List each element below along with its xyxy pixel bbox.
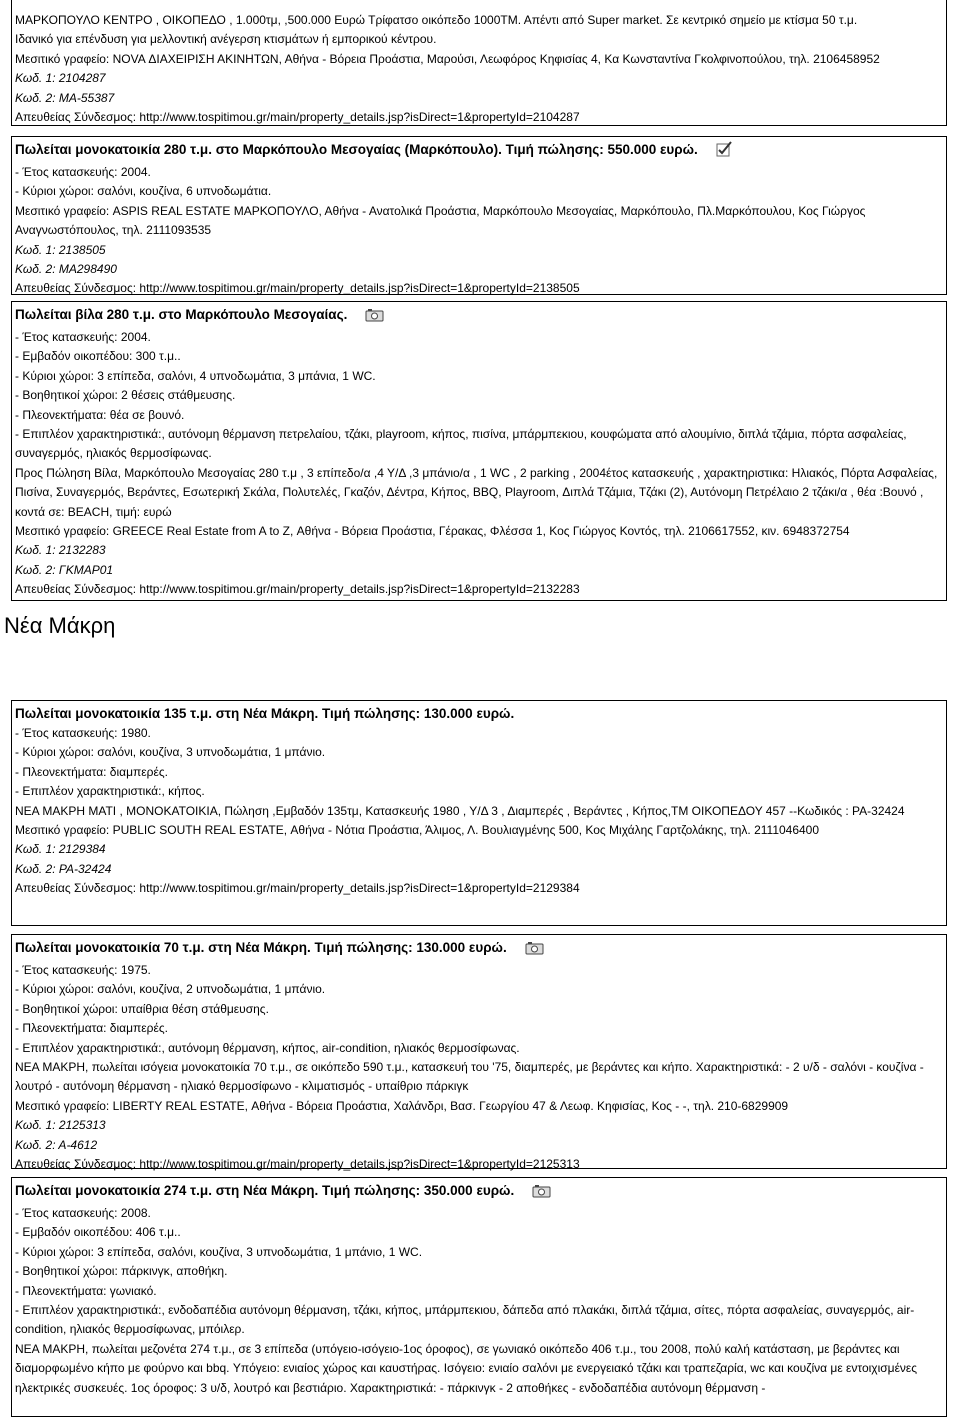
listing-title: Πωλείται μονοκατοικία 70 τ.μ. στη Νέα Μάκρη. Τιμή πώλησης: 130.000 ευρώ. <box>15 938 942 961</box>
section-title: Νέα Μάκρη <box>4 613 116 638</box>
listing-card <box>11 700 947 926</box>
build-year: - Έτος κατασκευής: 2008. <box>15 1206 151 1220</box>
aux-rooms: - Βοηθητικοί χώροι: υπαίθρια θέση στάθμευσης. <box>15 1001 269 1016</box>
listing-card <box>11 136 947 295</box>
extra-features: - Επιπλέον χαρακτηριστικά:, ενδοδαπέδια αυτόνομη θέρμανση, τζάκι, κήπος, μπάρμπεκιου, δάπεδα από πλακάκι, διπλά τζάμια, σίτες, πόρτα ασφαλείας, συναγερμός, air-condition, ηλιακός θερμοσίφωνας, μπόιλερ. <box>15 1303 915 1337</box>
camera-icon <box>532 1184 552 1204</box>
code-1: Κωδ. 1: 2138505 <box>15 242 106 257</box>
main-rooms: - Κύριοι χώροι: σαλόνι, κουζίνα, 6 υπνοδωμάτια. <box>15 184 272 199</box>
extra-features: - Επιπλέον χαρακτηριστικά:, αυτόνομη θέρμανση πετρελαίου, τζάκι, playroom, κήπος, πισίνα, μπάρμπεκιου, κουφώματα από αλουμίνιο, διπλά τζάμια, πόρτα ασφαλείας, συναγερμός, ηλιακός θερμοσίφωνας. <box>15 427 907 461</box>
listing-card <box>11 934 947 1172</box>
agency-info: Μεσιτικό γραφείο: GREECE Real Estate from A to Z, Αθήνα - Βόρεια Προάστια, Γέρακας, Φλέσσα 1, Κος Γιώργος Κοντός, τηλ. 2106617552, κιν. 6948372754 <box>15 524 850 539</box>
code-2: Κωδ. 2: Α-4612 <box>15 1137 98 1152</box>
aux-rooms: - Βοηθητικοί χώροι: 2 θέσεις στάθμευσης. <box>15 388 236 403</box>
main-rooms: - Κύριοι χώροι: σαλόνι, κουζίνα, 3 υπνοδωμάτια, 1 μπάνιο. <box>15 745 326 760</box>
main-rooms: - Κύριοι χώροι: σαλόνι, κουζίνα, 2 υπνοδωμάτια, 1 μπάνιο. <box>15 982 326 997</box>
advantages: - Πλεονεκτήματα: διαμπερές. <box>15 764 168 779</box>
code-1: Κωδ. 1: 2132283 <box>15 543 106 558</box>
plot-area: - Εμβαδόν οικοπέδου: 406 τ.μ.. <box>15 1225 181 1240</box>
checkbox-icon <box>716 141 734 163</box>
camera-icon <box>525 941 545 961</box>
plot-area: - Εμβαδόν οικοπέδου: 300 τ.μ.. <box>15 349 181 364</box>
main-rooms: - Κύριοι χώροι: 3 επίπεδα, σαλόνι, 4 υπνοδωμάτια, 3 μπάνια, 1 WC. <box>15 368 376 383</box>
direct-link[interactable]: Απευθείας Σύνδεσμος: http://www.tospitimou.gr/main/property_details.jsp?isDirect=1&propertyId=2104287 <box>15 110 580 125</box>
aux-rooms: - Βοηθητικοί χώροι: πάρκινγκ, αποθήκη. <box>15 1264 228 1279</box>
main-rooms: - Κύριοι χώροι: 3 επίπεδα, σαλόνι, κουζίνα, 3 υπνοδωμάτια, 1 μπάνιο, 1 WC. <box>15 1244 423 1259</box>
code-1: Κωδ. 1: 2129384 <box>15 842 106 857</box>
advantages: - Πλεονεκτήματα: γωνιακό. <box>15 1283 157 1298</box>
listing-title: Πωλείται βίλα 280 τ.μ. στο Μαρκόπουλο Μεσογαίας. <box>15 305 942 328</box>
extra-features: - Επιπλέον χαρακτηριστικά:, κήπος. <box>15 784 205 799</box>
description: ΝΕΑ ΜΑΚΡΗ, πωλείται ισόγεια μονοκατοικία 70 τ.μ., σε οικόπεδο 590 τ.μ., κατασκευή του '75, διαμπερές, με βεράντες και κήπο. Χαρακτηριστικά: - 2 υ/δ - σαλόνι - κουζίνα - λουτρό - αυτόνομη θέρμανση - ηλιακό θερμοσίφωνο - κλιματισμός - υπαίθριο πάρκιγκ <box>15 1060 924 1094</box>
camera-icon <box>365 308 385 328</box>
code-2: Κωδ. 2: ΜΑ-55387 <box>15 90 115 105</box>
agency-info: Μεσιτικό γραφείο: PUBLIC SOUTH REAL ESTATE, Αθήνα - Νότια Προάστια, Άλιμος, Λ. Βουλιαγμένης 500, Κος Μιχάλης Γαρτζολάκης, τηλ. 2111046400 <box>15 823 820 838</box>
listing-text: Ιδανικό για επένδυση για μελλοντική ανέγερση κτισμάτων ή εμπορικού κέντρου. <box>15 32 437 47</box>
listing-card <box>11 0 947 126</box>
agency-info: Μεσιτικό γραφείο: ASPIS REAL ESTATE ΜΑΡΚΟΠΟΥΛΟ, Αθήνα - Ανατολικά Προάστια, Μαρκόπουλο Μεσογαίας, Μαρκόπουλο, Πλ.Μαρκόπουλου, Κος Γιώργος Αναγνωστόπουλος, τηλ. 2111093535 <box>15 203 866 238</box>
build-year: - Έτος κατασκευής: 2004. <box>15 165 151 179</box>
direct-link[interactable]: Απευθείας Σύνδεσμος: http://www.tospitimou.gr/main/property_details.jsp?isDirect=1&propertyId=2125313 <box>15 1157 580 1172</box>
listing-title: Πωλείται μονοκατοικία 280 τ.μ. στο Μαρκόπουλο Μεσογαίας (Μαρκόπουλο). Τιμή πώλησης: 550.000 ευρώ. <box>15 140 942 163</box>
code-2: Κωδ. 2: ΡΑ-32424 <box>15 861 112 876</box>
listing-text: ΜΑΡΚΟΠΟΥΛΟ ΚΕΝΤΡΟ , ΟΙΚΟΠΕΔΟ , 1.000τμ, ,500.000 Ευρώ Τρίφατσο οικόπεδο 1000ΤΜ. Απέντι από Super market. Σε κεντρικό σημείο με κτίσμα 50 τ.μ. <box>15 13 858 27</box>
direct-link[interactable]: Απευθείας Σύνδεσμος: http://www.tospitimou.gr/main/property_details.jsp?isDirect=1&propertyId=2138505 <box>15 281 580 296</box>
description: Προς Πώληση Βίλα, Μαρκόπουλο Μεσογαίας 280 τ.μ , 3 επίπεδο/α ,4 Υ/Δ ,3 μπάνιο/α , 1 WC , 2 parking , 2004έτος κατασκευής , χαρακτηριστικα: Ηλιακός, Πόρτα Ασφαλείας, Πισίνα, Συναγερμός, Βεράντες, Εσωτερική Σκάλα, Πολυτελές, Γκαζόν, Δέντρα, Κήπος, BBQ, Playroom, Διπλά Τζάμια, Τζάκι (2), Αυτόνομη Πετρέλαιο 2 τζάκι/α , θέα :Βουνό , κοντά σε: BEACH, τιμή: ευρώ <box>15 465 938 519</box>
advantages: - Πλεονεκτήματα: διαμπερές. <box>15 1021 168 1036</box>
listing-title: Πωλείται μονοκατοικία 274 τ.μ. στη Νέα Μάκρη. Τιμή πώλησης: 350.000 ευρώ. <box>15 1181 942 1204</box>
code-2: Κωδ. 2: ΜΑ298490 <box>15 262 117 277</box>
build-year: - Έτος κατασκευής: 1975. <box>15 963 151 977</box>
direct-link[interactable]: Απευθείας Σύνδεσμος: http://www.tospitimou.gr/main/property_details.jsp?isDirect=1&propertyId=2129384 <box>15 881 580 896</box>
agency-info: Μεσιτικό γραφείο: LIBERTY REAL ESTATE, Αθήνα - Βόρεια Προάστια, Χαλάνδρι, Βασ. Γεωργίου 47 & Λεωφ. Κηφισίας, Κος - -, τηλ. 210-6829909 <box>15 1098 789 1113</box>
agency-info: Μεσιτικό γραφείο: NOVA ΔΙΑΧΕΙΡΙΣΗ ΑΚΙΝΗΤΩΝ, Αθήνα - Βόρεια Προάστια, Μαρούσι, Λεωφόρος Κηφισίας 4, Κα Κωνσταντίνα Γκολφινοπούλου, τηλ. 2106458952 <box>15 51 880 66</box>
description: ΝΕΑ ΜΑΚΡΗ ΜΑΤΙ , ΜΟΝΟΚΑΤΟΙΚΙΑ, Πώληση ,Εμβαδόν 135τμ, Κατασκευής 1980 , Υ/Δ 3 , Διαμπερές , Βεράντες , Κήπος,ΤΜ ΟΙΚΟΠΕΔΟΥ 457 --Κωδικός : ΡΑ-32424 <box>15 803 905 818</box>
listing-title: Πωλείται μονοκατοικία 135 τ.μ. στη Νέα Μάκρη. Τιμή πώλησης: 130.000 ευρώ. <box>15 706 515 721</box>
code-1: Κωδ. 1: 2125313 <box>15 1118 106 1133</box>
build-year: - Έτος κατασκευής: 2004. <box>15 330 151 344</box>
code-1: Κωδ. 1: 2104287 <box>15 71 106 86</box>
build-year: - Έτος κατασκευής: 1980. <box>15 726 151 740</box>
advantages: - Πλεονεκτήματα: θέα σε βουνό. <box>15 407 185 422</box>
description: ΝΕΑ ΜΑΚΡΗ, πωλείται μεζονέτα 274 τ.μ., σε 3 επίπεδα (υπόγειο-ισόγειο-1ος όροφος), σε γωνιακό οικόπεδο 406 τ.μ., του 2008, πολύ καλή κατάσταση, με βεράντες και διαμορφωμένο κήπο με φούρνο και bbq. Υπόγειο: ενιαίος χώρος και καυστήρας. Ισόγειο: ενιαίο σαλόνι με ενεργειακό τζάκι και τραπεζαρία, wc και κουζίνα με εντοιχισμένες ηλεκτρικές συσκευές. 1ος όροφος: 3 υ/δ, λουτρό και βεστιάριο. Χαρακτηριστικά: - πάρκινγκ - 2 αποθήκες - ενδοδαπέδια αυτόνομη θέρμανση - <box>15 1341 918 1395</box>
listing-card <box>11 1177 947 1417</box>
code-2: Κωδ. 2: ΓΚΜΑΡ01 <box>15 562 114 577</box>
direct-link[interactable]: Απευθείας Σύνδεσμος: http://www.tospitimou.gr/main/property_details.jsp?isDirect=1&propertyId=2132283 <box>15 582 580 597</box>
extra-features: - Επιπλέον χαρακτηριστικά:, αυτόνομη θέρμανση, κήπος, air-condition, ηλιακός θερμοσίφωνας. <box>15 1040 520 1055</box>
listing-card <box>11 301 947 601</box>
